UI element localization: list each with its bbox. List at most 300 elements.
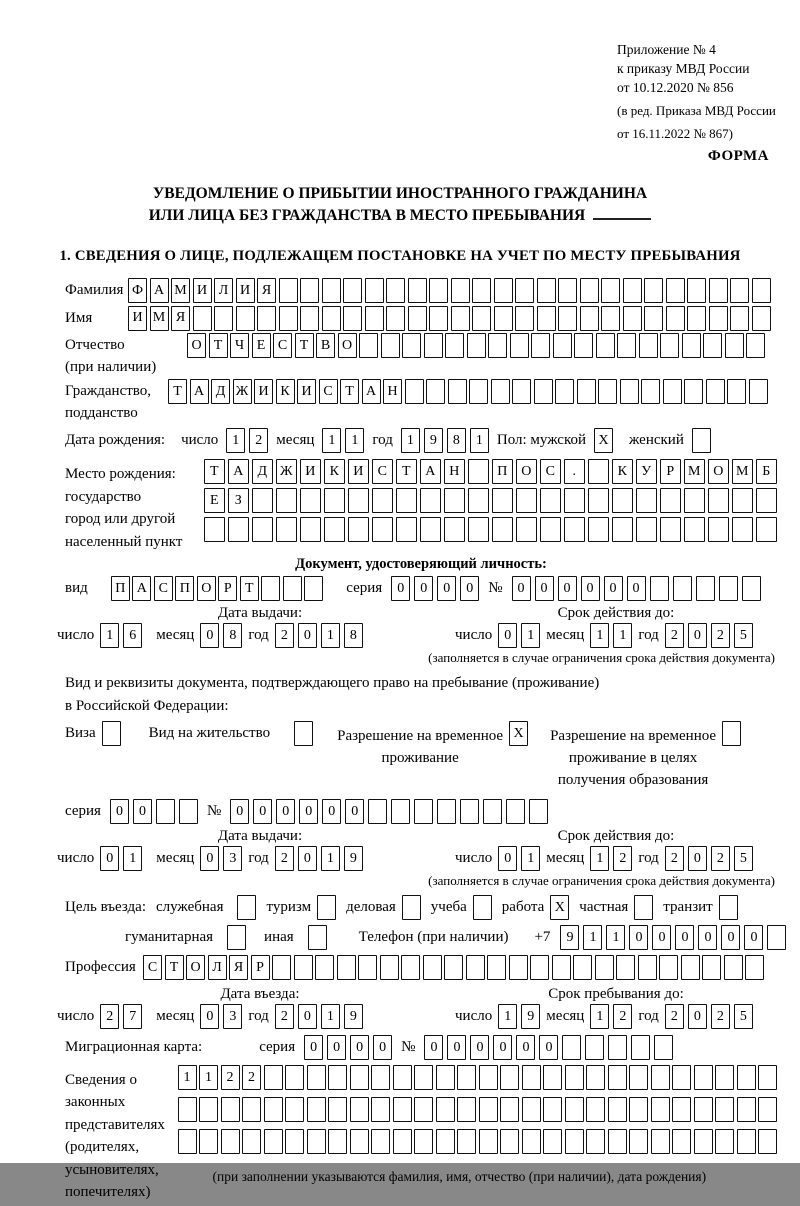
char-box[interactable] [672, 1129, 691, 1154]
char-box[interactable]: С [154, 576, 173, 601]
char-box[interactable] [444, 488, 466, 513]
char-box[interactable] [402, 895, 421, 920]
char-box[interactable] [558, 306, 577, 331]
char-box[interactable] [745, 955, 764, 980]
char-box[interactable] [588, 517, 610, 542]
char-box[interactable]: 0 [675, 925, 694, 950]
char-box[interactable]: 2 [242, 1065, 261, 1090]
char-box[interactable]: 2 [249, 428, 268, 453]
char-box[interactable] [586, 1065, 605, 1090]
char-box[interactable] [300, 306, 319, 331]
char-box[interactable]: Т [209, 333, 228, 358]
char-box[interactable]: Р [660, 459, 682, 484]
char-box[interactable]: 2 [221, 1065, 240, 1090]
char-box[interactable]: П [492, 459, 514, 484]
char-box[interactable] [386, 306, 405, 331]
char-box[interactable] [706, 379, 725, 404]
char-box[interactable] [242, 1129, 261, 1154]
char-box[interactable] [423, 955, 442, 980]
char-box[interactable]: Я [171, 306, 190, 331]
char-box[interactable]: 0 [298, 846, 317, 871]
char-box[interactable] [308, 925, 327, 950]
char-box[interactable]: 0 [424, 1035, 443, 1060]
char-box[interactable] [285, 1097, 304, 1122]
char-box[interactable]: И [297, 379, 316, 404]
char-box[interactable] [651, 1129, 670, 1154]
char-box[interactable] [516, 517, 538, 542]
char-box[interactable] [709, 306, 728, 331]
char-box[interactable] [537, 306, 556, 331]
char-box[interactable] [371, 1129, 390, 1154]
char-box[interactable] [623, 278, 642, 303]
char-box[interactable] [629, 1129, 648, 1154]
char-box[interactable]: Ж [276, 459, 298, 484]
char-box[interactable]: 3 [223, 1004, 242, 1029]
char-box[interactable] [193, 306, 212, 331]
char-box[interactable]: К [612, 459, 634, 484]
char-box[interactable]: Ф [128, 278, 147, 303]
char-box[interactable] [752, 278, 771, 303]
char-box[interactable] [531, 333, 550, 358]
char-box[interactable] [588, 459, 610, 484]
char-box[interactable]: С [273, 333, 292, 358]
char-box[interactable]: 0 [688, 623, 707, 648]
char-box[interactable] [242, 1097, 261, 1122]
char-box[interactable] [468, 488, 490, 513]
char-box[interactable] [654, 1035, 673, 1060]
char-box[interactable]: Т [295, 333, 314, 358]
char-box[interactable] [756, 488, 778, 513]
char-box[interactable] [494, 278, 513, 303]
char-box[interactable] [694, 1097, 713, 1122]
char-box[interactable] [500, 1065, 519, 1090]
char-box[interactable] [199, 1097, 218, 1122]
char-box[interactable] [596, 333, 615, 358]
char-box[interactable] [328, 1097, 347, 1122]
char-box[interactable]: О [186, 955, 205, 980]
char-box[interactable] [420, 488, 442, 513]
char-box[interactable] [381, 333, 400, 358]
char-box[interactable]: 0 [253, 799, 272, 824]
char-box[interactable]: 1 [590, 1004, 609, 1029]
char-box[interactable] [221, 1097, 240, 1122]
char-box[interactable] [509, 955, 528, 980]
char-box[interactable]: X [509, 721, 528, 746]
char-box[interactable] [617, 333, 636, 358]
char-box[interactable]: 0 [516, 1035, 535, 1060]
char-box[interactable] [672, 1065, 691, 1090]
char-box[interactable]: 2 [711, 1004, 730, 1029]
char-box[interactable]: 1 [322, 428, 341, 453]
char-box[interactable]: 1 [521, 623, 540, 648]
char-box[interactable] [708, 517, 730, 542]
char-box[interactable] [199, 1129, 218, 1154]
char-box[interactable]: А [362, 379, 381, 404]
char-box[interactable]: 2 [275, 623, 294, 648]
char-box[interactable] [257, 306, 276, 331]
char-box[interactable] [682, 333, 701, 358]
char-box[interactable] [598, 379, 617, 404]
char-box[interactable] [565, 1097, 584, 1122]
char-box[interactable]: 5 [734, 623, 753, 648]
char-box[interactable] [386, 278, 405, 303]
char-box[interactable] [586, 1097, 605, 1122]
char-box[interactable] [322, 278, 341, 303]
char-box[interactable]: 0 [447, 1035, 466, 1060]
char-box[interactable] [639, 333, 658, 358]
char-box[interactable]: И [193, 278, 212, 303]
char-box[interactable] [500, 1097, 519, 1122]
char-box[interactable]: К [276, 379, 295, 404]
char-box[interactable]: Ч [230, 333, 249, 358]
char-box[interactable] [283, 576, 302, 601]
char-box[interactable]: 0 [627, 576, 646, 601]
char-box[interactable] [359, 333, 378, 358]
char-box[interactable] [396, 517, 418, 542]
char-box[interactable] [300, 517, 322, 542]
char-box[interactable]: М [732, 459, 754, 484]
char-box[interactable] [156, 799, 175, 824]
char-box[interactable] [595, 955, 614, 980]
char-box[interactable] [365, 306, 384, 331]
char-box[interactable] [317, 895, 336, 920]
char-box[interactable]: Н [444, 459, 466, 484]
char-box[interactable] [756, 517, 778, 542]
char-box[interactable] [543, 1065, 562, 1090]
char-box[interactable] [687, 306, 706, 331]
char-box[interactable] [629, 1065, 648, 1090]
char-box[interactable]: 0 [133, 799, 152, 824]
char-box[interactable] [445, 333, 464, 358]
char-box[interactable]: 1 [521, 846, 540, 871]
char-box[interactable] [457, 1097, 476, 1122]
char-box[interactable]: 0 [558, 576, 577, 601]
char-box[interactable]: 1 [199, 1065, 218, 1090]
char-box[interactable]: О [338, 333, 357, 358]
char-box[interactable] [684, 488, 706, 513]
char-box[interactable] [586, 1129, 605, 1154]
char-box[interactable] [752, 306, 771, 331]
char-box[interactable] [261, 576, 280, 601]
char-box[interactable] [488, 333, 507, 358]
char-box[interactable]: 0 [539, 1035, 558, 1060]
char-box[interactable] [684, 379, 703, 404]
char-box[interactable]: 9 [344, 1004, 363, 1029]
char-box[interactable] [460, 799, 479, 824]
char-box[interactable] [684, 517, 706, 542]
char-box[interactable]: И [300, 459, 322, 484]
char-box[interactable] [758, 1129, 777, 1154]
char-box[interactable] [746, 333, 765, 358]
char-box[interactable]: 0 [299, 799, 318, 824]
char-box[interactable]: 9 [344, 846, 363, 871]
char-box[interactable]: Е [204, 488, 226, 513]
char-box[interactable]: Д [211, 379, 230, 404]
char-box[interactable]: 2 [275, 846, 294, 871]
char-box[interactable] [715, 1065, 734, 1090]
char-box[interactable] [405, 379, 424, 404]
char-box[interactable] [588, 488, 610, 513]
char-box[interactable] [636, 517, 658, 542]
char-box[interactable] [730, 278, 749, 303]
char-box[interactable]: И [236, 278, 255, 303]
char-box[interactable]: 1 [321, 623, 340, 648]
char-box[interactable] [580, 306, 599, 331]
char-box[interactable] [650, 576, 669, 601]
char-box[interactable] [401, 955, 420, 980]
char-box[interactable] [616, 955, 635, 980]
char-box[interactable] [371, 1097, 390, 1122]
char-box[interactable] [737, 1129, 756, 1154]
char-box[interactable]: 0 [535, 576, 554, 601]
char-box[interactable] [221, 1129, 240, 1154]
char-box[interactable] [516, 488, 538, 513]
char-box[interactable] [179, 799, 198, 824]
char-box[interactable] [350, 1097, 369, 1122]
char-box[interactable]: X [594, 428, 613, 453]
char-box[interactable]: 0 [604, 576, 623, 601]
char-box[interactable]: 2 [100, 1004, 119, 1029]
char-box[interactable]: 0 [350, 1035, 369, 1060]
char-box[interactable] [414, 1097, 433, 1122]
char-box[interactable]: 0 [200, 1004, 219, 1029]
char-box[interactable] [324, 517, 346, 542]
char-box[interactable]: Т [165, 955, 184, 980]
char-box[interactable] [540, 488, 562, 513]
char-box[interactable]: 0 [512, 576, 531, 601]
char-box[interactable] [585, 1035, 604, 1060]
char-box[interactable]: 0 [629, 925, 648, 950]
char-box[interactable]: 0 [230, 799, 249, 824]
char-box[interactable]: Т [396, 459, 418, 484]
char-box[interactable] [634, 895, 653, 920]
char-box[interactable] [228, 517, 250, 542]
char-box[interactable] [644, 306, 663, 331]
char-box[interactable]: Н [383, 379, 402, 404]
char-box[interactable] [601, 278, 620, 303]
char-box[interactable] [328, 1065, 347, 1090]
char-box[interactable] [564, 488, 586, 513]
char-box[interactable]: О [708, 459, 730, 484]
char-box[interactable]: 0 [437, 576, 456, 601]
char-box[interactable] [380, 955, 399, 980]
char-box[interactable] [372, 517, 394, 542]
char-box[interactable] [424, 333, 443, 358]
char-box[interactable] [537, 278, 556, 303]
char-box[interactable] [724, 955, 743, 980]
char-box[interactable] [692, 428, 711, 453]
char-box[interactable]: 2 [275, 1004, 294, 1029]
char-box[interactable]: О [197, 576, 216, 601]
char-box[interactable]: А [420, 459, 442, 484]
char-box[interactable]: 0 [688, 1004, 707, 1029]
char-box[interactable] [500, 1129, 519, 1154]
char-box[interactable]: 7 [123, 1004, 142, 1029]
char-box[interactable] [372, 488, 394, 513]
char-box[interactable] [651, 1097, 670, 1122]
char-box[interactable] [558, 278, 577, 303]
char-box[interactable] [696, 576, 715, 601]
char-box[interactable] [285, 1065, 304, 1090]
char-box[interactable] [328, 1129, 347, 1154]
char-box[interactable] [444, 955, 463, 980]
char-box[interactable] [702, 955, 721, 980]
char-box[interactable] [236, 306, 255, 331]
char-box[interactable] [358, 955, 377, 980]
char-box[interactable]: 2 [613, 1004, 632, 1029]
char-box[interactable] [608, 1065, 627, 1090]
char-box[interactable] [237, 895, 256, 920]
char-box[interactable]: 1 [470, 428, 489, 453]
char-box[interactable] [749, 379, 768, 404]
char-box[interactable]: 1 [498, 1004, 517, 1029]
char-box[interactable] [279, 306, 298, 331]
char-box[interactable]: 2 [711, 623, 730, 648]
char-box[interactable] [365, 278, 384, 303]
char-box[interactable] [451, 278, 470, 303]
char-box[interactable]: Е [252, 333, 271, 358]
char-box[interactable] [522, 1065, 541, 1090]
char-box[interactable]: 0 [304, 1035, 323, 1060]
char-box[interactable] [715, 1097, 734, 1122]
char-box[interactable] [429, 278, 448, 303]
char-box[interactable] [393, 1129, 412, 1154]
char-box[interactable] [468, 459, 490, 484]
char-box[interactable]: 0 [298, 1004, 317, 1029]
char-box[interactable]: Л [214, 278, 233, 303]
char-box[interactable] [540, 517, 562, 542]
char-box[interactable] [737, 1097, 756, 1122]
char-box[interactable] [178, 1129, 197, 1154]
char-box[interactable]: 0 [414, 576, 433, 601]
char-box[interactable] [631, 1035, 650, 1060]
char-box[interactable]: Ж [233, 379, 252, 404]
char-box[interactable] [564, 517, 586, 542]
char-box[interactable] [408, 278, 427, 303]
char-box[interactable] [543, 1129, 562, 1154]
char-box[interactable] [703, 333, 722, 358]
char-box[interactable] [562, 1035, 581, 1060]
char-box[interactable] [414, 1129, 433, 1154]
char-box[interactable]: 5 [734, 1004, 753, 1029]
char-box[interactable]: Р [218, 576, 237, 601]
char-box[interactable] [623, 306, 642, 331]
char-box[interactable] [276, 488, 298, 513]
char-box[interactable] [767, 925, 786, 950]
char-box[interactable]: 9 [521, 1004, 540, 1029]
char-box[interactable]: 0 [493, 1035, 512, 1060]
char-box[interactable]: 1 [345, 428, 364, 453]
char-box[interactable] [641, 379, 660, 404]
char-box[interactable] [451, 306, 470, 331]
char-box[interactable] [742, 576, 761, 601]
char-box[interactable] [420, 517, 442, 542]
char-box[interactable] [402, 333, 421, 358]
char-box[interactable] [565, 1065, 584, 1090]
char-box[interactable] [457, 1129, 476, 1154]
char-box[interactable] [487, 955, 506, 980]
char-box[interactable] [553, 333, 572, 358]
char-box[interactable] [708, 488, 730, 513]
char-box[interactable]: X [550, 895, 569, 920]
char-box[interactable]: З [228, 488, 250, 513]
char-box[interactable]: Т [168, 379, 187, 404]
char-box[interactable] [227, 925, 246, 950]
char-box[interactable] [543, 1097, 562, 1122]
char-box[interactable]: 8 [223, 623, 242, 648]
char-box[interactable] [444, 517, 466, 542]
char-box[interactable] [651, 1065, 670, 1090]
char-box[interactable] [479, 1129, 498, 1154]
char-box[interactable]: 8 [447, 428, 466, 453]
char-box[interactable]: 0 [498, 846, 517, 871]
char-box[interactable] [719, 576, 738, 601]
char-box[interactable]: 2 [665, 623, 684, 648]
char-box[interactable] [479, 1065, 498, 1090]
char-box[interactable]: 2 [665, 1004, 684, 1029]
char-box[interactable]: Т [240, 576, 259, 601]
char-box[interactable]: 1 [321, 846, 340, 871]
char-box[interactable] [715, 1129, 734, 1154]
char-box[interactable] [337, 955, 356, 980]
char-box[interactable]: 1 [226, 428, 245, 453]
char-box[interactable]: 0 [327, 1035, 346, 1060]
char-box[interactable] [396, 488, 418, 513]
char-box[interactable]: 9 [560, 925, 579, 950]
char-box[interactable]: 3 [223, 846, 242, 871]
char-box[interactable]: И [128, 306, 147, 331]
char-box[interactable]: К [324, 459, 346, 484]
char-box[interactable] [472, 306, 491, 331]
char-box[interactable]: 0 [688, 846, 707, 871]
char-box[interactable] [601, 306, 620, 331]
char-box[interactable] [629, 1097, 648, 1122]
char-box[interactable]: И [254, 379, 273, 404]
char-box[interactable]: 9 [424, 428, 443, 453]
char-box[interactable]: . [564, 459, 586, 484]
char-box[interactable] [758, 1097, 777, 1122]
char-box[interactable] [467, 333, 486, 358]
char-box[interactable] [272, 955, 291, 980]
char-box[interactable] [492, 488, 514, 513]
char-box[interactable] [264, 1129, 283, 1154]
char-box[interactable] [660, 333, 679, 358]
char-box[interactable] [608, 1035, 627, 1060]
char-box[interactable]: А [228, 459, 250, 484]
char-box[interactable]: 0 [698, 925, 717, 950]
char-box[interactable]: 0 [322, 799, 341, 824]
char-box[interactable]: О [516, 459, 538, 484]
char-box[interactable] [725, 333, 744, 358]
char-box[interactable] [371, 1065, 390, 1090]
char-box[interactable]: С [319, 379, 338, 404]
char-box[interactable]: 1 [401, 428, 420, 453]
char-box[interactable]: 0 [200, 846, 219, 871]
char-box[interactable] [178, 1097, 197, 1122]
char-box[interactable] [300, 278, 319, 303]
char-box[interactable] [492, 517, 514, 542]
char-box[interactable] [350, 1065, 369, 1090]
char-box[interactable]: 2 [665, 846, 684, 871]
char-box[interactable]: 0 [298, 623, 317, 648]
char-box[interactable] [552, 955, 571, 980]
char-box[interactable]: 8 [344, 623, 363, 648]
char-box[interactable] [252, 517, 274, 542]
char-box[interactable]: С [143, 955, 162, 980]
char-box[interactable] [732, 488, 754, 513]
char-box[interactable] [214, 306, 233, 331]
char-box[interactable]: Я [257, 278, 276, 303]
